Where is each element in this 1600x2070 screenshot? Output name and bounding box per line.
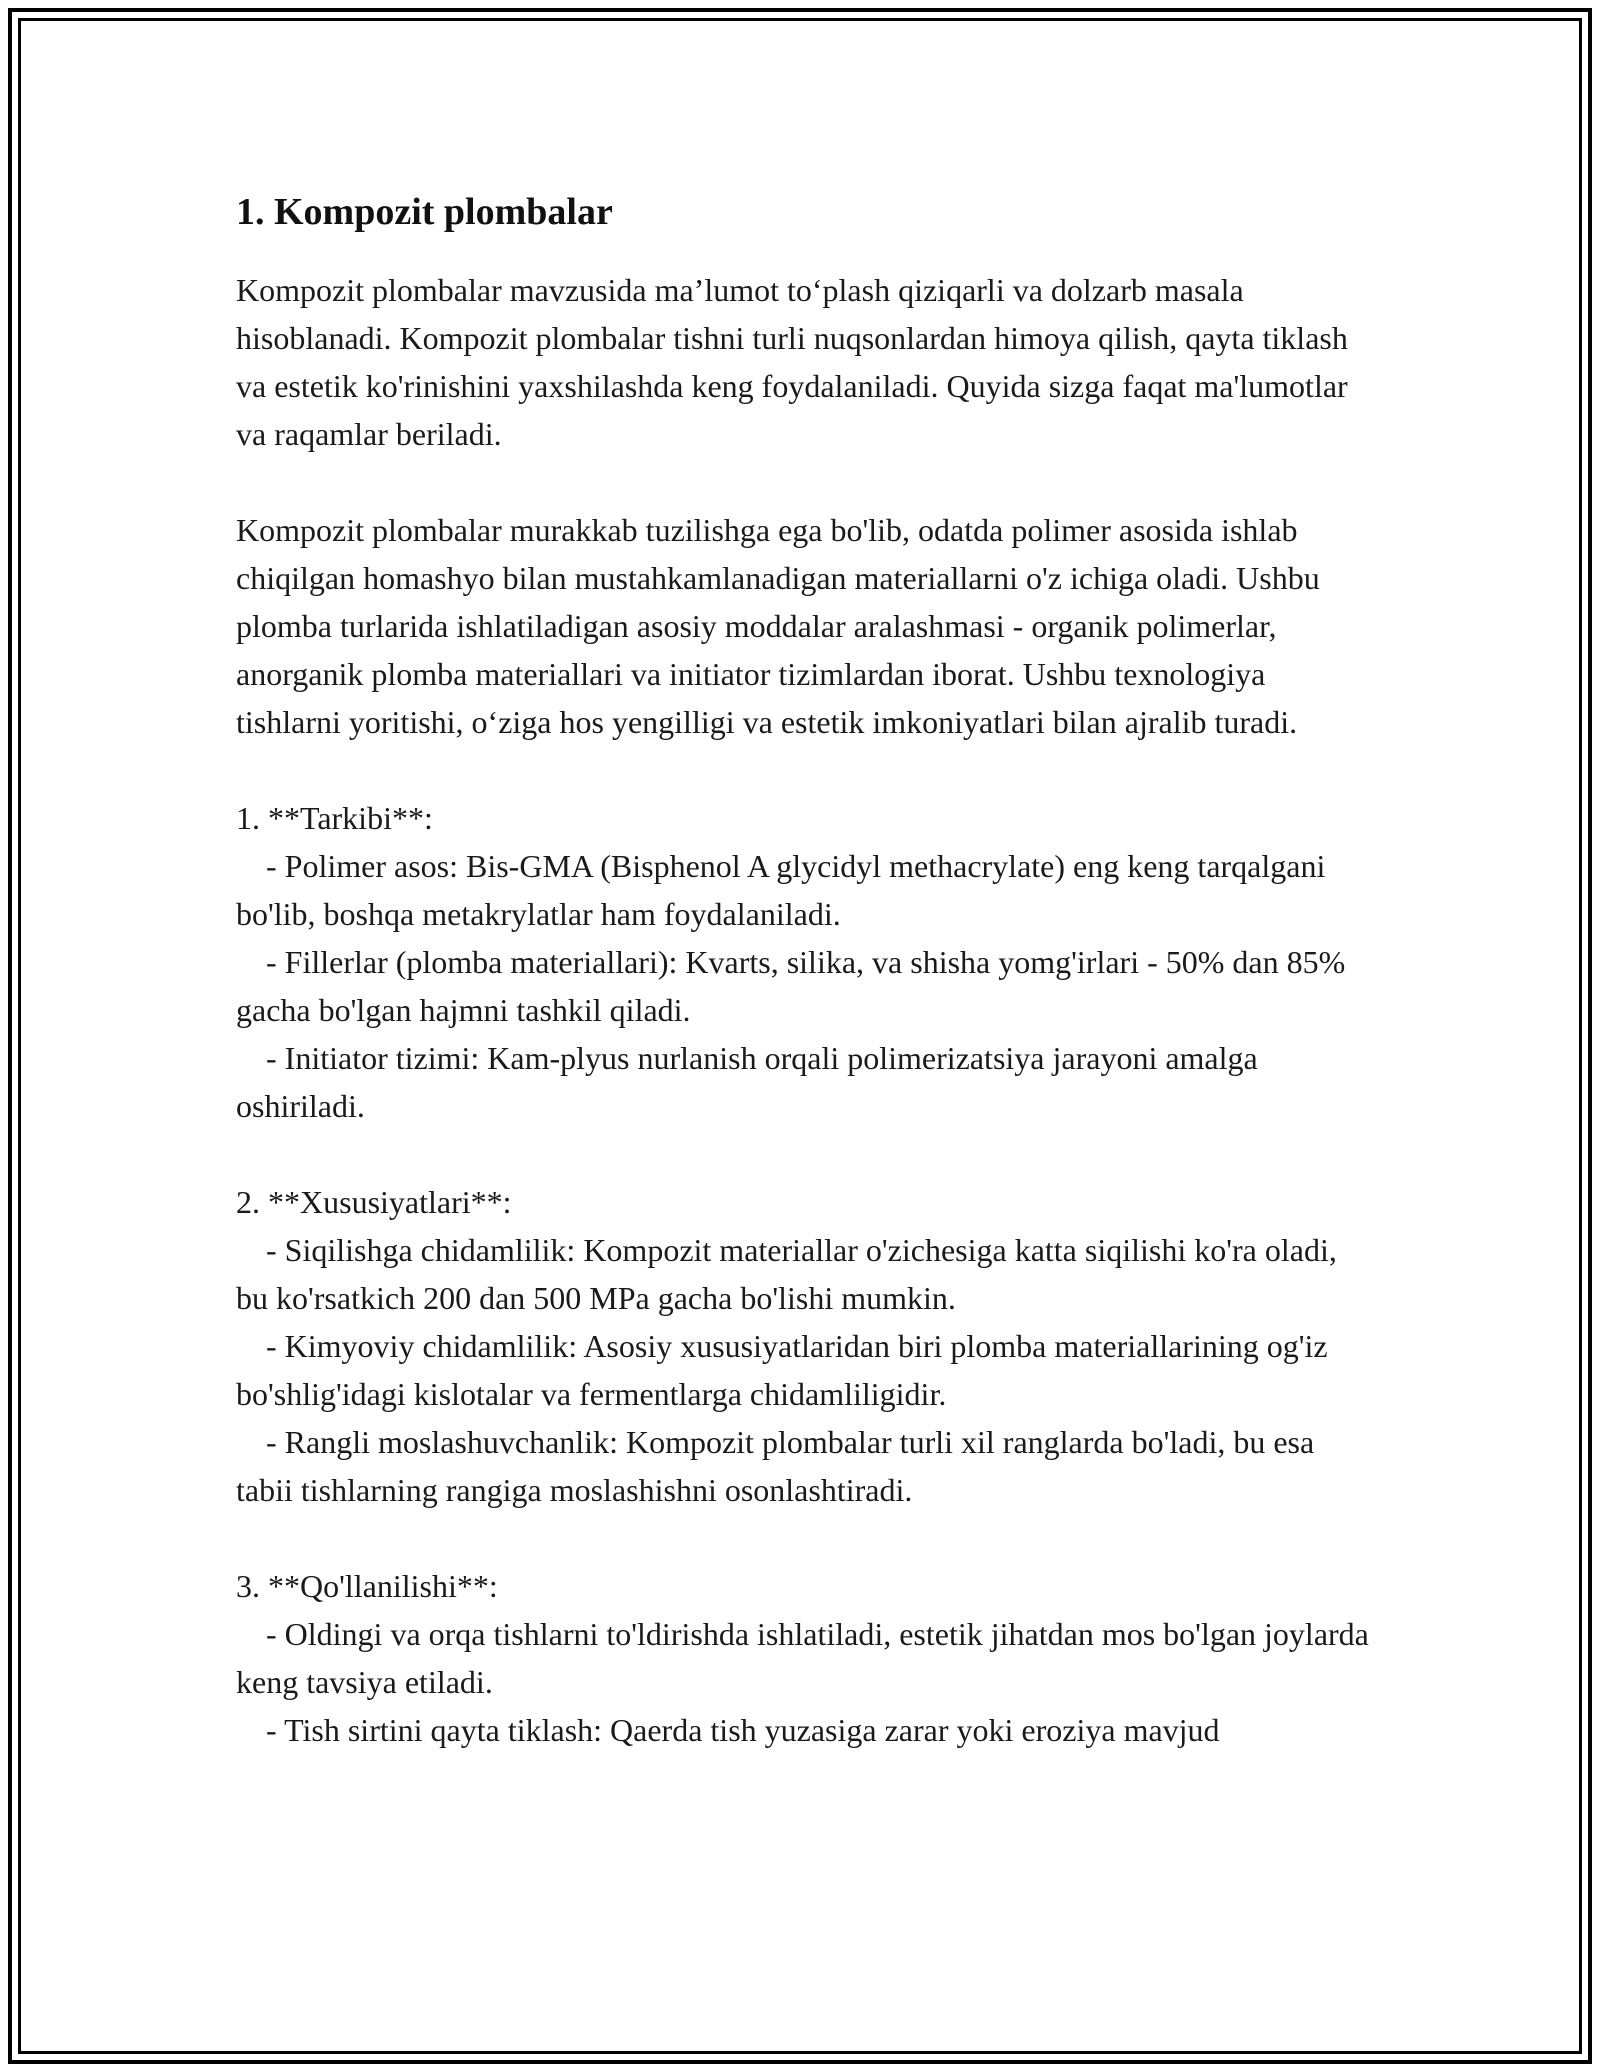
section-qollanilishi (236, 1562, 1376, 1754)
intro-paragraph: Kompozit plombalar mavzusida ma’lumot to‘plash qiziqarli va dolzarb masala hisoblanadi. Kompozit plombalar tishni turli nuqsonlardan himoya qilish, qayta tiklash va estetik ko'rinishini yaxshilashda keng foydalaniladi. Quyida sizga faqat ma'lumotlar va raqamlar beriladi. (236, 272, 1348, 452)
section-title: 2. **Xususiyatlari**: (236, 1184, 512, 1220)
list-item: - Polimer asos: Bis-GMA (Bisphenol A glycidyl methacrylate) eng keng tarqalgani bo'lib, boshqa metakrylatlar ham foydalaniladi. (236, 848, 1326, 932)
list-item: - Initiator tizimi: Kam-plyus nurlanish orqali polimerizatsiya jarayoni amalga oshiriladi. (236, 1040, 1258, 1124)
list-item: - Oldingi va orqa tishlarni to'ldirishda ishlatiladi, estetik jihatdan mos bo'lgan joylarda keng tavsiya etiladi. (236, 1616, 1369, 1700)
composition-paragraph: Kompozit plombalar murakkab tuzilishga ega bo'lib, odatda polimer asosida ishlab chiqilgan homashyo bilan mustahkamlanadigan materiallarni o'z ichiga oladi. Ushbu plomba turlarida ishlatiladigan asosiy moddalar aralashmasi - organik polimerlar, anorganik plomba materiallari va initiator tizimlardan iborat. Ushbu texnologiya tishlarni yoritishi, o‘ziga hos yengilligi va estetik imkoniyatlari bilan ajralib turadi. (236, 512, 1320, 740)
list-item: - Fillerlar (plomba materiallari): Kvarts, silika, va shisha yomg'irlari - 50% dan 85% gacha bo'lgan hajmni tashkil qiladi. (236, 944, 1346, 1028)
section-title: 3. **Qo'llanilishi**: (236, 1568, 498, 1604)
section-xususiyatlari (236, 1178, 1376, 1514)
section-heading: 1. Kompozit plombalar (236, 191, 613, 233)
list-item: - Rangli moslashuvchanlik: Kompozit plombalar turli xil ranglarda bo'ladi, bu esa tabii tishlarning rangiga moslashishni osonlashtiradi. (236, 1424, 1315, 1508)
list-item: - Kimyoviy chidamlilik: Asosiy xususiyatlaridan biri plomba materiallarining og'iz bo'shlig'idagi kislotalar va fermentlarga chidamliligidir. (236, 1328, 1328, 1412)
section-title: 1. **Tarkibi**: (236, 800, 433, 836)
document-page (236, 186, 1376, 1802)
list-item: - Tish sirtini qayta tiklash: Qaerda tish yuzasiga zarar yoki eroziya mavjud (266, 1712, 1220, 1748)
list-item: - Siqilishga chidamlilik: Kompozit materiallar o'zichesiga katta siqilishi ko'ra oladi, bu ko'rsatkich 200 dan 500 MPa gacha bo'lishi mumkin. (236, 1232, 1337, 1316)
section-tarkibi (236, 794, 1376, 1130)
